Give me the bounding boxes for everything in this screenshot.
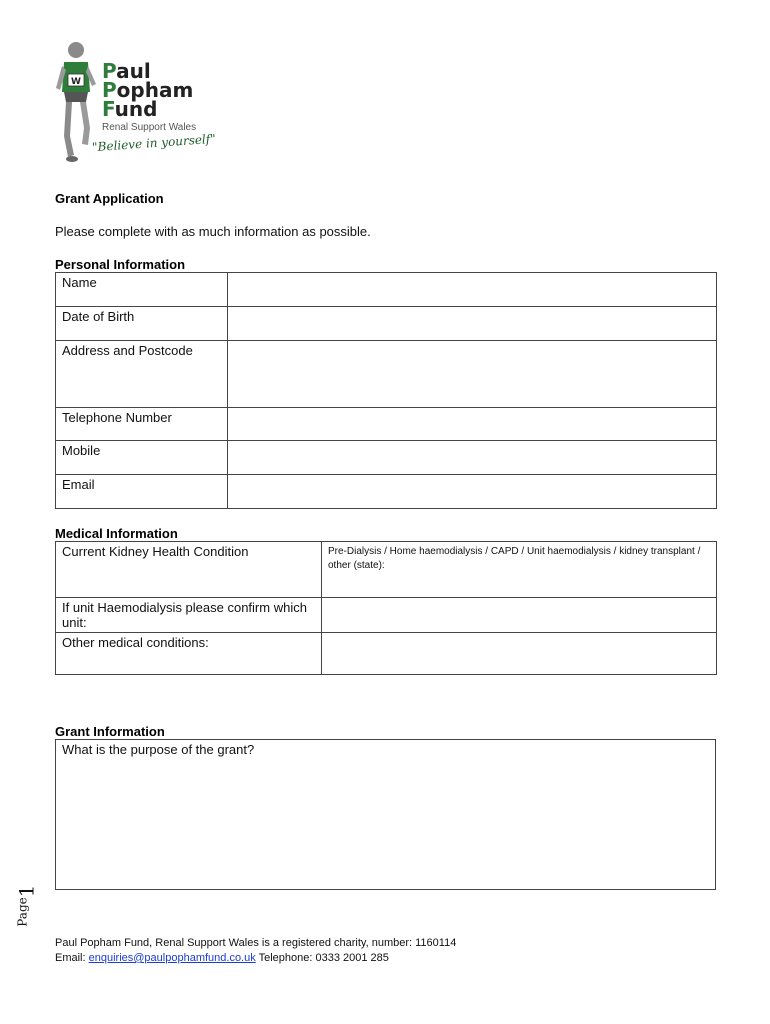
- table-row: [56, 441, 717, 475]
- table-row: [56, 542, 717, 598]
- dialysis-unit-field[interactable]: [322, 598, 717, 633]
- grant-heading: Grant Information: [55, 724, 165, 739]
- telephone-label: Telephone Number: [56, 408, 228, 441]
- telephone-field[interactable]: [228, 408, 717, 441]
- name-label: Name: [56, 273, 228, 307]
- footer-charity-line: Paul Popham Fund, Renal Support Wales is a registered charity, number: 1160114: [55, 937, 457, 949]
- table-row: [56, 740, 716, 890]
- dialysis-unit-label: If unit Haemodialysis please confirm which unit:: [56, 598, 322, 633]
- footer-contact-line: [55, 951, 456, 966]
- page-number-value: 1: [14, 884, 39, 898]
- medical-heading: Medical Information: [55, 526, 178, 541]
- table-row: [56, 273, 717, 307]
- logo-tagline: "Believe in yourself": [91, 131, 217, 155]
- footer: [55, 936, 456, 966]
- email-label: Email: [56, 475, 228, 509]
- footer-email-link[interactable]: enquiries@paulpophamfund.co.uk: [88, 952, 256, 964]
- other-conditions-label: Other medical conditions:: [56, 633, 322, 675]
- dob-label: Date of Birth: [56, 307, 228, 341]
- medical-table: [55, 541, 717, 675]
- logo-line-1: aul: [116, 59, 151, 83]
- fund-logo: [52, 40, 222, 165]
- logo-wordmark: Paul Popham Fund Renal Support Wales: [102, 59, 197, 133]
- mobile-label: Mobile: [56, 441, 228, 475]
- table-row: [56, 341, 717, 408]
- page-word: Page: [15, 897, 30, 927]
- table-row: [56, 598, 717, 633]
- logo-subtitle: Renal Support Wales: [102, 122, 197, 133]
- table-row: [56, 475, 717, 509]
- kidney-condition-field[interactable]: Pre-Dialysis / Home haemodialysis / CAPD / Unit haemodialysis / kidney transplant / other (state):: [322, 542, 717, 598]
- email-field[interactable]: [228, 475, 717, 509]
- table-row: [56, 307, 717, 341]
- mobile-field[interactable]: [228, 441, 717, 475]
- table-row: [56, 633, 717, 675]
- grant-table: [55, 739, 716, 890]
- page-title: Grant Application: [55, 191, 164, 206]
- address-field[interactable]: [228, 341, 717, 408]
- kidney-condition-label: Current Kidney Health Condition: [56, 542, 322, 598]
- footer-telephone: Telephone: 0333 2001 285: [258, 952, 389, 964]
- footer-email-label: Email:: [55, 952, 86, 964]
- other-conditions-field[interactable]: [322, 633, 717, 675]
- dob-field[interactable]: [228, 307, 717, 341]
- name-field[interactable]: [228, 273, 717, 307]
- personal-table: [55, 272, 717, 509]
- page-number: [14, 884, 46, 935]
- logo-line-3: und: [114, 97, 158, 121]
- intro-text: Please complete with as much information as possible.: [55, 224, 371, 239]
- grant-purpose-field[interactable]: [56, 740, 716, 890]
- logo-line-2: opham: [116, 78, 194, 102]
- address-label: Address and Postcode: [56, 341, 228, 408]
- svg-text:W: W: [71, 77, 81, 87]
- grant-purpose-label: What is the purpose of the grant?: [62, 742, 255, 757]
- personal-heading: Personal Information: [55, 257, 186, 272]
- table-row: [56, 408, 717, 441]
